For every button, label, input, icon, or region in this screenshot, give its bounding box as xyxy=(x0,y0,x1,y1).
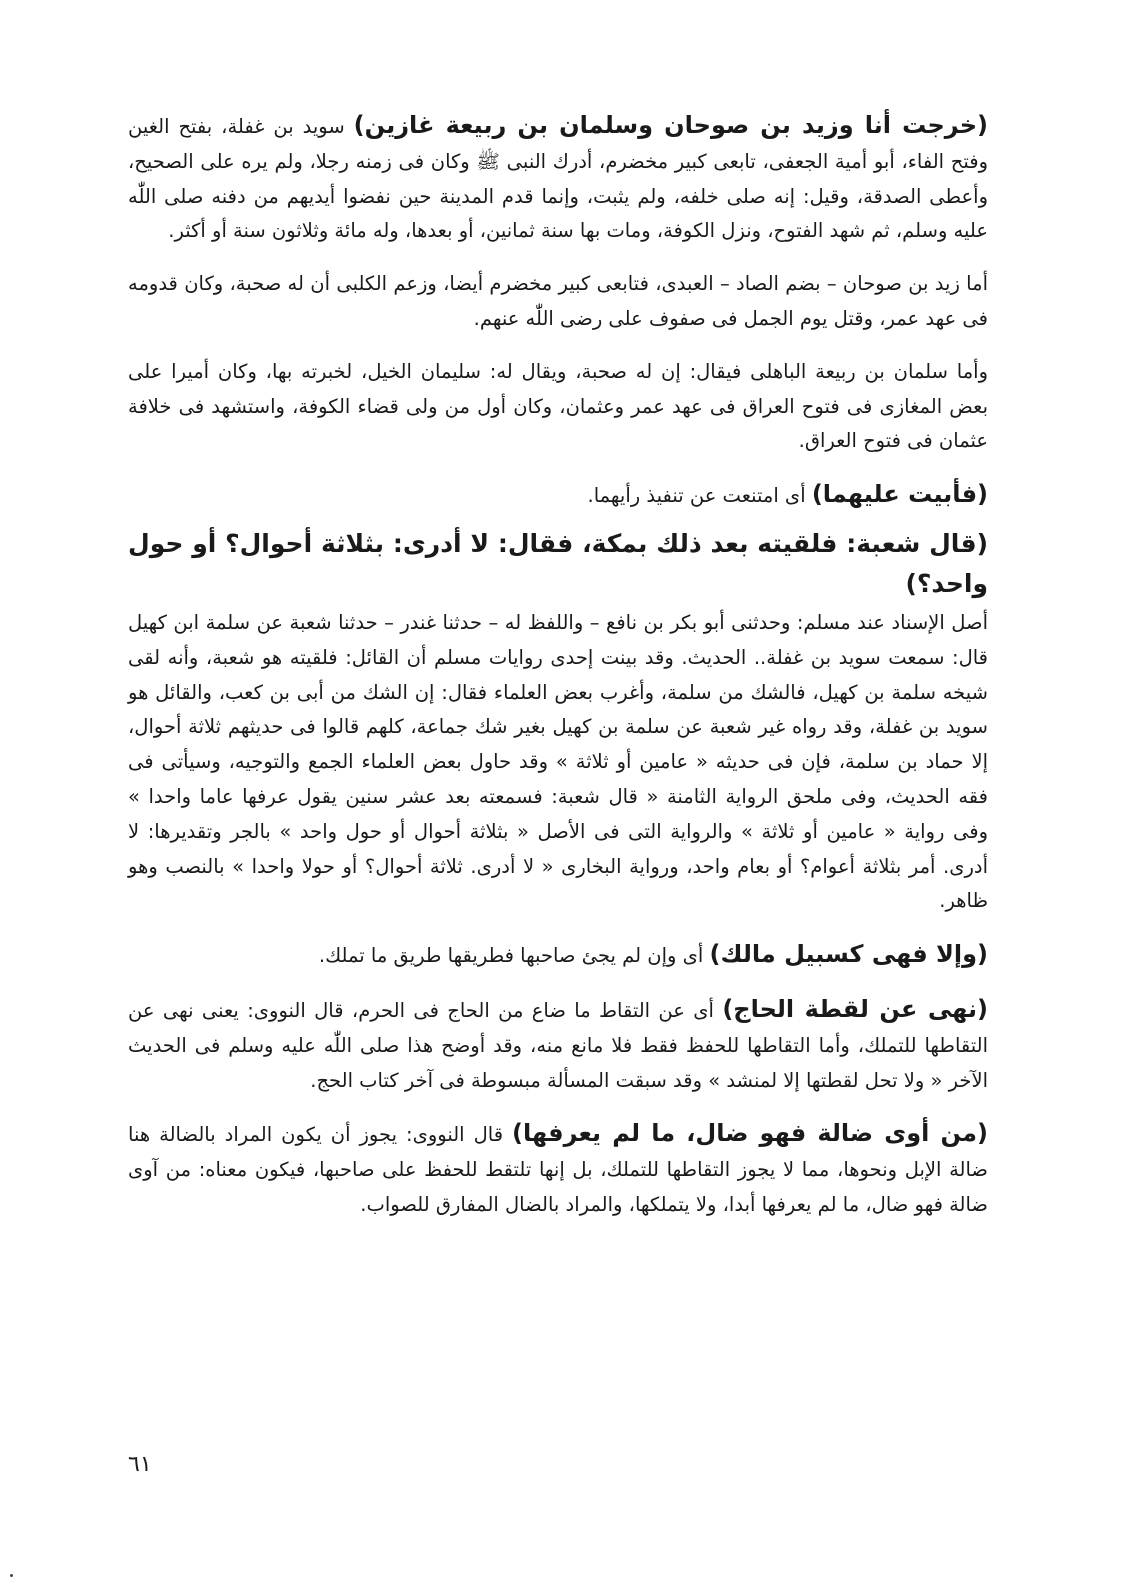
paragraph-8 xyxy=(128,1116,988,1222)
paragraph-8-text: قال النووى: يجوز أن يكون المراد بالضالة هنا ضالة الإبل ونحوها، مما لا يجوز التقاطها للتملك، بل إنها تلتقط للحفظ على صاحبها، فيكون معناه: من آوى ضالة فهو ضال، ما لم يعرفها أبدا، ولا يتملكها، والمراد بالضال المفارق للصواب. xyxy=(128,1123,988,1216)
paragraph-4-heading: (فأبيت عليهما) xyxy=(811,480,988,509)
paragraph-6-text: أى وإن لم يجئ صاحبها فطريقها طريق ما تملك. xyxy=(318,944,710,968)
paragraph-3: وأما سلمان بن ربيعة الباهلى فيقال: إن له صحبة، ويقال له: سليمان الخيل، لخبرته بها، وكان أميرا على بعض المغازى فى فتوح العراق فى عهد عمر وعثمان، وكان أول من ولى قضاء الكوفة، واستشهد فى خلافة عثمان فى فتوح العراق. xyxy=(128,359,988,453)
paragraph-5-text: أصل الإسناد عند مسلم: وحدثنى أبو بكر بن نافع – واللفظ له – حدثنا غندر – حدثنا شعبة عن سلمة ابن كهيل قال: سمعت سويد بن غفلة.. الحديث. وقد بينت إحدى روايات مسلم أن القائل: فلقيته هو شعبة، وأنه لقى شيخه سلمة بن كهيل، فالشك من سلمة، وأغرب بعض العلماء فقال: إن الشك من أبى بن كعب، والقائل هو سويد بن غفلة، وقد رواه غير شعبة عن سلمة بن كهيل بغير شك جماعة، كلهم قالوا فى حديثهم ثلاثة أحوال، إلا حماد بن سلمة، فإن فى حديثه « عامين أو ثلاثة » وقد حاول بعض العلماء الجمع والتوجيه، وسيأتى فى فقه الحديث، وفى ملحق الرواية الثامنة « قال شعبة: فسمعته بعد عشر سنين يقول عرفها عاما واحدا » وفى رواية « عامين أو ثلاثة » والرواية التى فى الأصل « بثلاثة أحوال أو حول واحد » بالجر وتقديرها: لا أدرى. أمر بثلاثة أعوام؟ أو بعام واحد، ورواية البخارى « لا أدرى. ثلاثة أحوال؟ أو حولا واحدا » بالنصب وهو ظاهر. xyxy=(128,610,988,913)
paragraph-8-heading: (من أوى ضالة فهو ضال، ما لم يعرفها) xyxy=(512,1119,988,1148)
paragraph-4-text: أى امتنعت عن تنفيذ رأيهما. xyxy=(587,484,812,508)
page-number: ٦١ xyxy=(128,1452,152,1477)
paragraph-7 xyxy=(128,992,988,1098)
paragraph-6-heading: (وإلا فهى كسبيل مالك) xyxy=(709,940,988,969)
paragraph-7-text: أى عن التقاط ما ضاع من الحاج فى الحرم، قال النووى: يعنى نهى عن التقاطها للتملك، وأما التقاطها للحفظ فقط فلا مانع منه، وقد أوضح هذا صلى اللّٰه عليه وسلم فى الحديث الآخر « ولا تحل لقطتها إلا لمنشد » وقد سبقت المسألة مبسوطة فى آخر كتاب الحج. xyxy=(128,998,988,1092)
paragraph-1-heading: (خرجت أنا وزيد بن صوحان وسلمان بن ربيعة غازين) xyxy=(353,111,988,139)
paragraph-1 xyxy=(128,108,988,249)
paragraph-1-text: سويد بن غفلة، بفتح الغين وفتح الفاء، أبو أمية الجعفى، تابعى كبير مخضرم، أدرك النبى ﷺ وكان فى زمنه رجلا، ولم يره على الصحيح، وأعطى الصدقة، وقيل: إنه صلى خلفه، ولم يثبت، وإنما قدم المدينة حين نفضوا أيديهم من دفنه صلى اللّٰه عليه وسلم، ثم شهد الفتوح، ونزل الكوفة، ومات بها سنة ثمانين، أو بعدها، وله مائة وثلاثون سنة أو أكثر. xyxy=(128,115,988,243)
paragraph-6 xyxy=(128,937,988,974)
paragraph-2: أما زيد بن صوحان – بضم الصاد – العبدى، فتابعى كبير مخضرم أيضا، وزعم الكلبى أن له صحبة، وكان قدومه فى عهد عمر، وقتل يوم الجمل فى صفوف على رضى اللّٰه عنهم. xyxy=(128,272,988,330)
paragraph-5-heading: (قال شعبة: فلقيته بعد ذلك بمكة، فقال: لا أدرى: بثلاثة أحوال؟ أو حول واحد؟) xyxy=(128,528,988,598)
paragraph-4 xyxy=(128,477,988,514)
document-page xyxy=(128,108,988,1241)
paragraph-7-heading: (نهى عن لقطة الحاج) xyxy=(722,994,988,1023)
scan-speck xyxy=(10,1574,13,1577)
